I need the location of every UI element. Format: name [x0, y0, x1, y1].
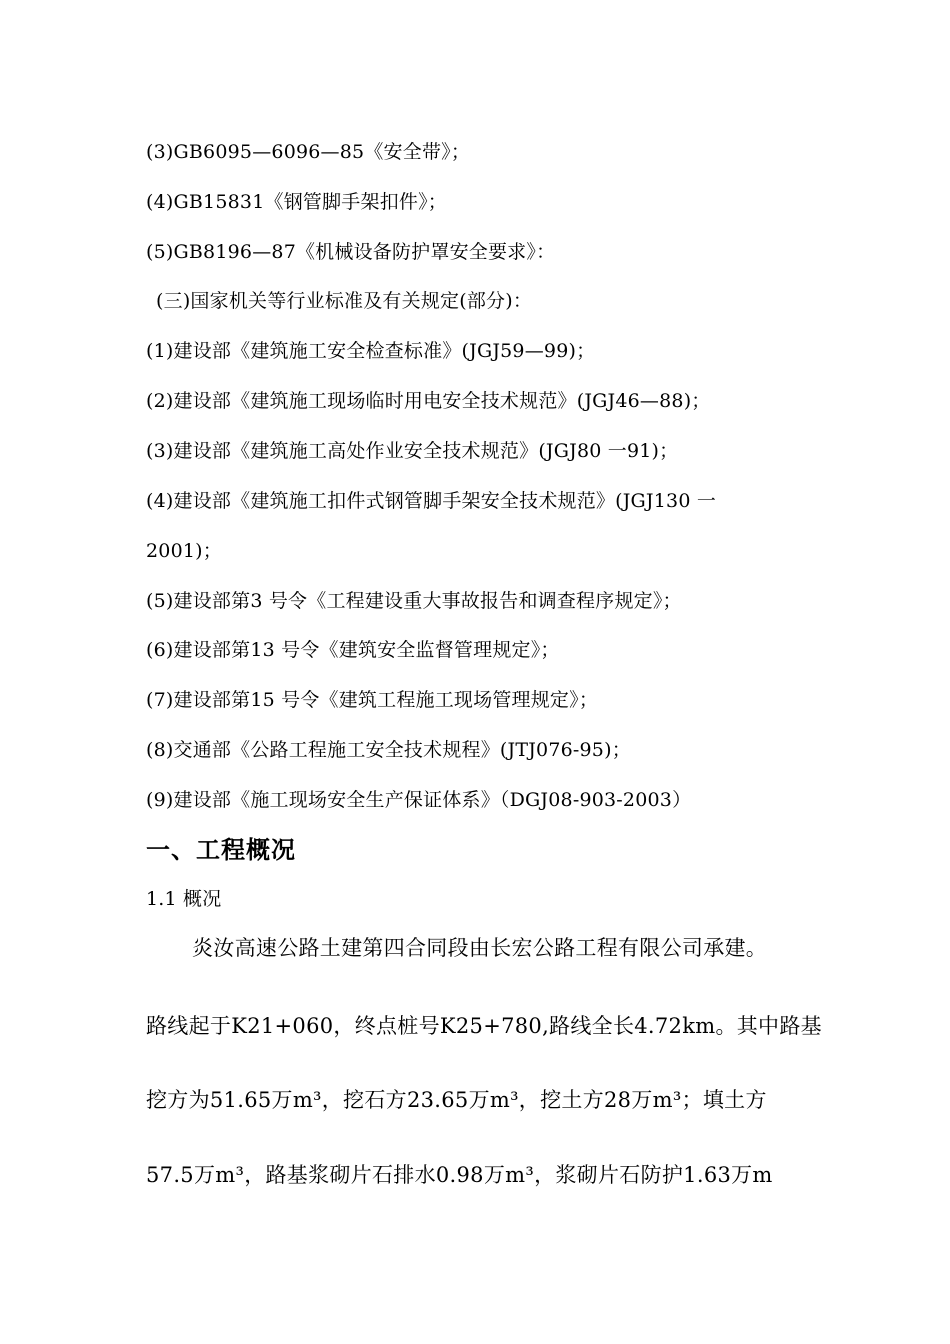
paragraph-line-3: 挖方为51.65万m³，挖石方23.65万m³，挖土方28万m³；填土方 [146, 1088, 767, 1112]
regulation-item-5: (5)建设部第3 号令《工程建设重大事故报告和调查程序规定》； [146, 590, 682, 612]
paragraph-line-4: 57.5万m³，路基浆砌片石排水0.98万m³，浆砌片石防护1.63万m [146, 1163, 773, 1187]
regulation-item-2: (2)建设部《建筑施工现场临时用电安全技术规范》(JGJ46—88)； [146, 390, 711, 412]
regulation-item-4-continued: 2001)； [146, 540, 222, 562]
subsection-heading: 1.1 概况 [146, 888, 222, 910]
regulation-item-9: (9)建设部《施工现场安全生产保证体系》（DGJ08-903-2003） [146, 789, 692, 811]
regulation-item-1: (1)建设部《建筑施工安全检查标准》(JGJ59—99)； [146, 340, 596, 362]
section-heading: 一、工程概况 [146, 836, 296, 864]
category-heading-industry-standards: (三)国家机关等行业标准及有关规定(部分)： [156, 290, 533, 312]
regulation-item-3: (3)建设部《建筑施工高处作业安全技术规范》(JGJ80 一91)； [146, 440, 679, 462]
standard-item-3: (3)GB6095—6096—85《安全带》； [146, 141, 471, 163]
regulation-item-6: (6)建设部第13 号令《建筑安全监督管理规定》； [146, 639, 560, 661]
paragraph-line-2: 路线起于K21+060，终点桩号K25+780,路线全长4.72km。其中路基 [146, 1014, 822, 1038]
regulation-item-8: (8)交通部《公路工程施工安全技术规程》(JTJ076-95)； [146, 739, 631, 761]
regulation-item-4: (4)建设部《建筑施工扣件式钢管脚手架安全技术规范》(JGJ130 一 [146, 490, 717, 512]
regulation-item-7: (7)建设部第15 号令《建筑工程施工现场管理规定》； [146, 689, 599, 711]
paragraph-line-1: 炎汝高速公路土建第四合同段由长宏公路工程有限公司承建。 [192, 936, 768, 960]
standard-item-5: (5)GB8196—87《机械设备防护罩安全要求》： [146, 241, 556, 263]
standard-item-4: (4)GB15831《钢管脚手架扣件》； [146, 191, 447, 213]
